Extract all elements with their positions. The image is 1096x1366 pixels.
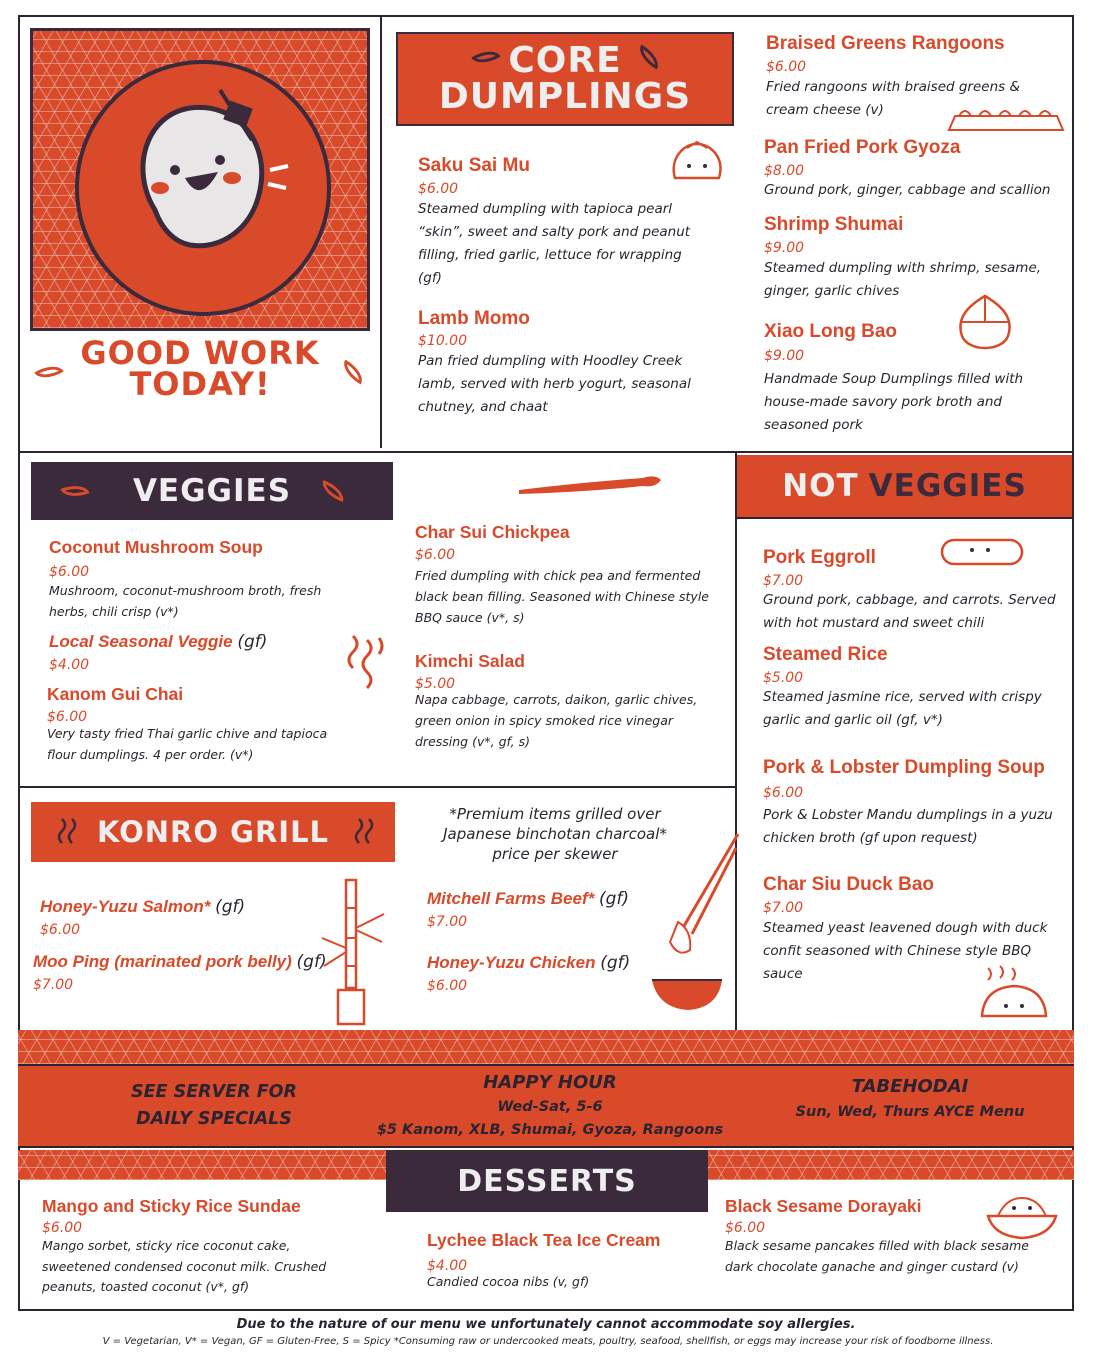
item-suffix: (gf) <box>215 897 246 917</box>
menu-item-desc: Very tasty fried Thai garlic chive and tapioca flour dumplings. 4 per order. (v*) <box>47 726 328 762</box>
steam-icon <box>353 815 375 849</box>
menu-item-price: $6.00 <box>415 547 456 563</box>
menu-item-price: $8.00 <box>764 163 805 179</box>
menu-item-name: Braised Greens Rangoons <box>766 33 1005 54</box>
menu-item-name: Black Sesame Dorayaki <box>725 1196 922 1216</box>
menu-item-desc: Candied cocoa nibs (v, gf) <box>427 1274 590 1289</box>
tabehodai <box>790 1074 1030 1124</box>
menu-item-desc: Black sesame pancakes filled with black sesame dark chocolate ganache and ginger custard (v) <box>725 1238 1029 1274</box>
tab-line-1: Sun, Wed, Thurs AYCE Menu <box>795 1104 1025 1120</box>
not-veggies-title-a: NOT <box>782 468 859 504</box>
menu-item-name <box>427 889 629 909</box>
specials-left <box>100 1079 328 1133</box>
not-veggies-title-b: VEGGIES <box>868 468 1027 504</box>
menu-item-desc: Ground pork, ginger, cabbage and scallion <box>764 182 1051 198</box>
chili-icon <box>515 468 665 500</box>
not-veggies-banner <box>737 455 1072 517</box>
menu-item-price: $6.00 <box>763 785 804 801</box>
menu-item-name <box>427 953 630 973</box>
menu-item-price: $5.00 <box>763 670 804 686</box>
veggies-title: VEGGIES <box>132 473 292 509</box>
hh-line-2: $5 Kanom, XLB, Shumai, Gyoza, Rangoons <box>376 1122 724 1138</box>
item-name-text: Mitchell Farms Beef* <box>427 889 595 908</box>
pattern-strip <box>708 1150 1074 1180</box>
core-dumplings-banner <box>396 32 734 126</box>
chopsticks-bowl-icon <box>648 830 740 1020</box>
menu-item-desc: Handmade Soup Dumplings filled with house-made savory pork broth and seasoned pork <box>764 371 1024 433</box>
item-name-text: Honey-Yuzu Chicken <box>427 953 596 972</box>
divider <box>380 15 382 448</box>
bamboo-icon <box>318 878 390 1028</box>
dumpling-mascot-icon <box>120 80 300 270</box>
menu-item-price: $6.00 <box>40 922 81 938</box>
item-name-text: Moo Ping (marinated pork belly) <box>33 952 292 971</box>
happy-hour <box>370 1070 730 1142</box>
divider <box>737 517 1074 519</box>
bao-icon <box>978 962 1050 1024</box>
menu-item-name: Kimchi Salad <box>415 651 525 671</box>
specials-left-1: SEE SERVER FOR <box>130 1082 297 1102</box>
menu-item-name: Mango and Sticky Rice Sundae <box>42 1196 301 1216</box>
menu-item-name: Kanom Gui Chai <box>47 684 184 704</box>
menu-item-name: Steamed Rice <box>763 644 888 665</box>
tab-title: TABEHODAI <box>851 1076 969 1097</box>
item-name-text: Honey-Yuzu Salmon* <box>40 897 211 916</box>
menu-item-name: Xiao Long Bao <box>764 321 897 342</box>
menu-item-name: Saku Sai Mu <box>418 155 530 176</box>
menu-item-desc: Mushroom, coconut-mushroom broth, fresh herbs, chili crisp (v*) <box>49 583 322 619</box>
konro-title: KONRO GRILL <box>96 815 330 849</box>
soup-dumpling-icon <box>952 292 1018 356</box>
hero-line-1: GOOD WORK <box>80 334 320 372</box>
menu-item-name: Lamb Momo <box>418 308 530 329</box>
steam-icon <box>56 815 78 849</box>
menu-item-desc: Steamed dumpling with tapioca pearl “skin”, sweet and salty pork and peanut filling, fried garlic, lettuce for wrapping (gf) <box>418 201 691 286</box>
eggroll-icon <box>938 534 1026 570</box>
specials-left-2: DAILY SPECIALS <box>136 1109 292 1129</box>
menu-item-price: $4.00 <box>427 1258 468 1274</box>
menu-item-price: $7.00 <box>763 900 804 916</box>
menu-item-price: $6.00 <box>725 1220 766 1236</box>
menu-item-price: $6.00 <box>47 709 88 725</box>
menu-item-name <box>40 897 245 917</box>
menu-item-price: $7.00 <box>33 977 74 993</box>
item-suffix: (gf) <box>237 632 268 652</box>
menu-item-price: $9.00 <box>764 348 805 364</box>
menu-item-price: $5.00 <box>415 676 456 692</box>
legend-note: V = Vegetarian, V* = Vegan, GF = Gluten-Free, S = Spicy *Consuming raw or undercooked meats, poultry, seafood, shellfish, or eggs may increase your risk of foodborne illness. <box>102 1336 994 1347</box>
menu-item-desc: Pan fried dumpling with Hoodley Creek lamb, served with herb yogurt, seasonal chutney, and chaat <box>418 353 691 415</box>
menu-item-name <box>49 632 267 652</box>
menu-item-desc: Mango sorbet, sticky rice coconut cake, sweetened condensed coconut milk. Crushed peanuts, toasted coconut (v*, gf) <box>42 1238 327 1294</box>
menu-item-name: Pork & Lobster Dumpling Soup <box>763 757 1045 778</box>
item-suffix: (gf) <box>600 953 631 973</box>
menu-item-price: $10.00 <box>418 333 467 349</box>
rangoons-icon <box>945 104 1067 138</box>
allergy-note: Due to the nature of our menu we unfortunately cannot accommodate soy allergies. <box>236 1317 856 1332</box>
core-title-1: CORE <box>508 40 622 81</box>
menu-item-price: $7.00 <box>763 573 804 589</box>
menu-item-name: Shrimp Shumai <box>764 214 904 235</box>
item-suffix: (gf) <box>296 952 327 972</box>
menu-item-desc: Fried rangoons with braised greens & cream cheese (v) <box>766 79 1020 118</box>
hh-title: HAPPY HOUR <box>483 1072 617 1093</box>
pattern-strip <box>18 1150 386 1180</box>
menu-item-price: $7.00 <box>427 914 468 930</box>
menu-item-price: $6.00 <box>418 181 459 197</box>
divider <box>18 786 735 788</box>
dumpling-icon <box>667 138 727 193</box>
menu-item-price: $6.00 <box>42 1220 83 1236</box>
steam-icon <box>345 630 387 694</box>
menu-item-price: $6.00 <box>766 59 807 75</box>
core-title-2: DUMPLINGS <box>438 76 692 117</box>
menu-item-desc: Steamed dumpling with shrimp, sesame, ginger, garlic chives <box>764 260 1042 299</box>
desserts-banner <box>386 1150 708 1212</box>
menu-item-desc: Napa cabbage, carrots, daikon, garlic chives, green onion in spicy smoked rice vinegar dressing (v*, gf, s) <box>415 692 698 749</box>
menu-item-name: Pork Eggroll <box>763 547 876 568</box>
menu-item-desc: Pork & Lobster Mandu dumplings in a yuzu chicken broth (gf upon request) <box>763 807 1053 846</box>
menu-item-price: $6.00 <box>427 978 468 994</box>
menu-item-name: Lychee Black Tea Ice Cream <box>427 1230 661 1250</box>
hh-line-1: Wed-Sat, 5-6 <box>497 1099 603 1115</box>
menu-item-price: $6.00 <box>49 564 90 580</box>
pattern-strip <box>18 1030 1074 1064</box>
hero-line-2: TODAY! <box>129 365 271 403</box>
menu-item-name: Char Sui Chickpea <box>415 522 570 542</box>
item-name-text: Local Seasonal Veggie <box>49 632 233 651</box>
rice-bowl-icon <box>984 1192 1060 1240</box>
hero-text <box>30 336 370 402</box>
desserts-title: DESSERTS <box>457 1163 637 1199</box>
konro-note: *Premium items grilled over Japanese binchotan charcoal* price per skewer <box>443 805 667 863</box>
konro-grill-banner <box>31 802 395 862</box>
menu-item-name: Char Siu Duck Bao <box>763 874 935 895</box>
menu-item-desc: Steamed yeast leavened dough with duck confit seasoned with Chinese style BBQ sauce <box>763 920 1048 982</box>
menu-item-desc: Ground pork, cabbage, and carrots. Served with hot mustard and sweet chili <box>763 592 1056 631</box>
divider <box>18 451 1074 453</box>
menu-item-price: $4.00 <box>49 657 90 673</box>
item-suffix: (gf) <box>598 889 630 909</box>
menu-item-desc: Steamed jasmine rice, served with crispy garlic and garlic oil (gf, v*) <box>763 689 1042 728</box>
menu-item-name: Pan Fried Pork Gyoza <box>764 137 961 158</box>
menu-item-name: Coconut Mushroom Soup <box>49 537 263 557</box>
menu-item-desc: Fried dumpling with chick pea and fermented black bean filling. Seasoned with Chinese style BBQ sauce (v*, s) <box>415 568 709 625</box>
menu-item-price: $9.00 <box>764 240 805 256</box>
menu-item-name <box>33 952 327 972</box>
